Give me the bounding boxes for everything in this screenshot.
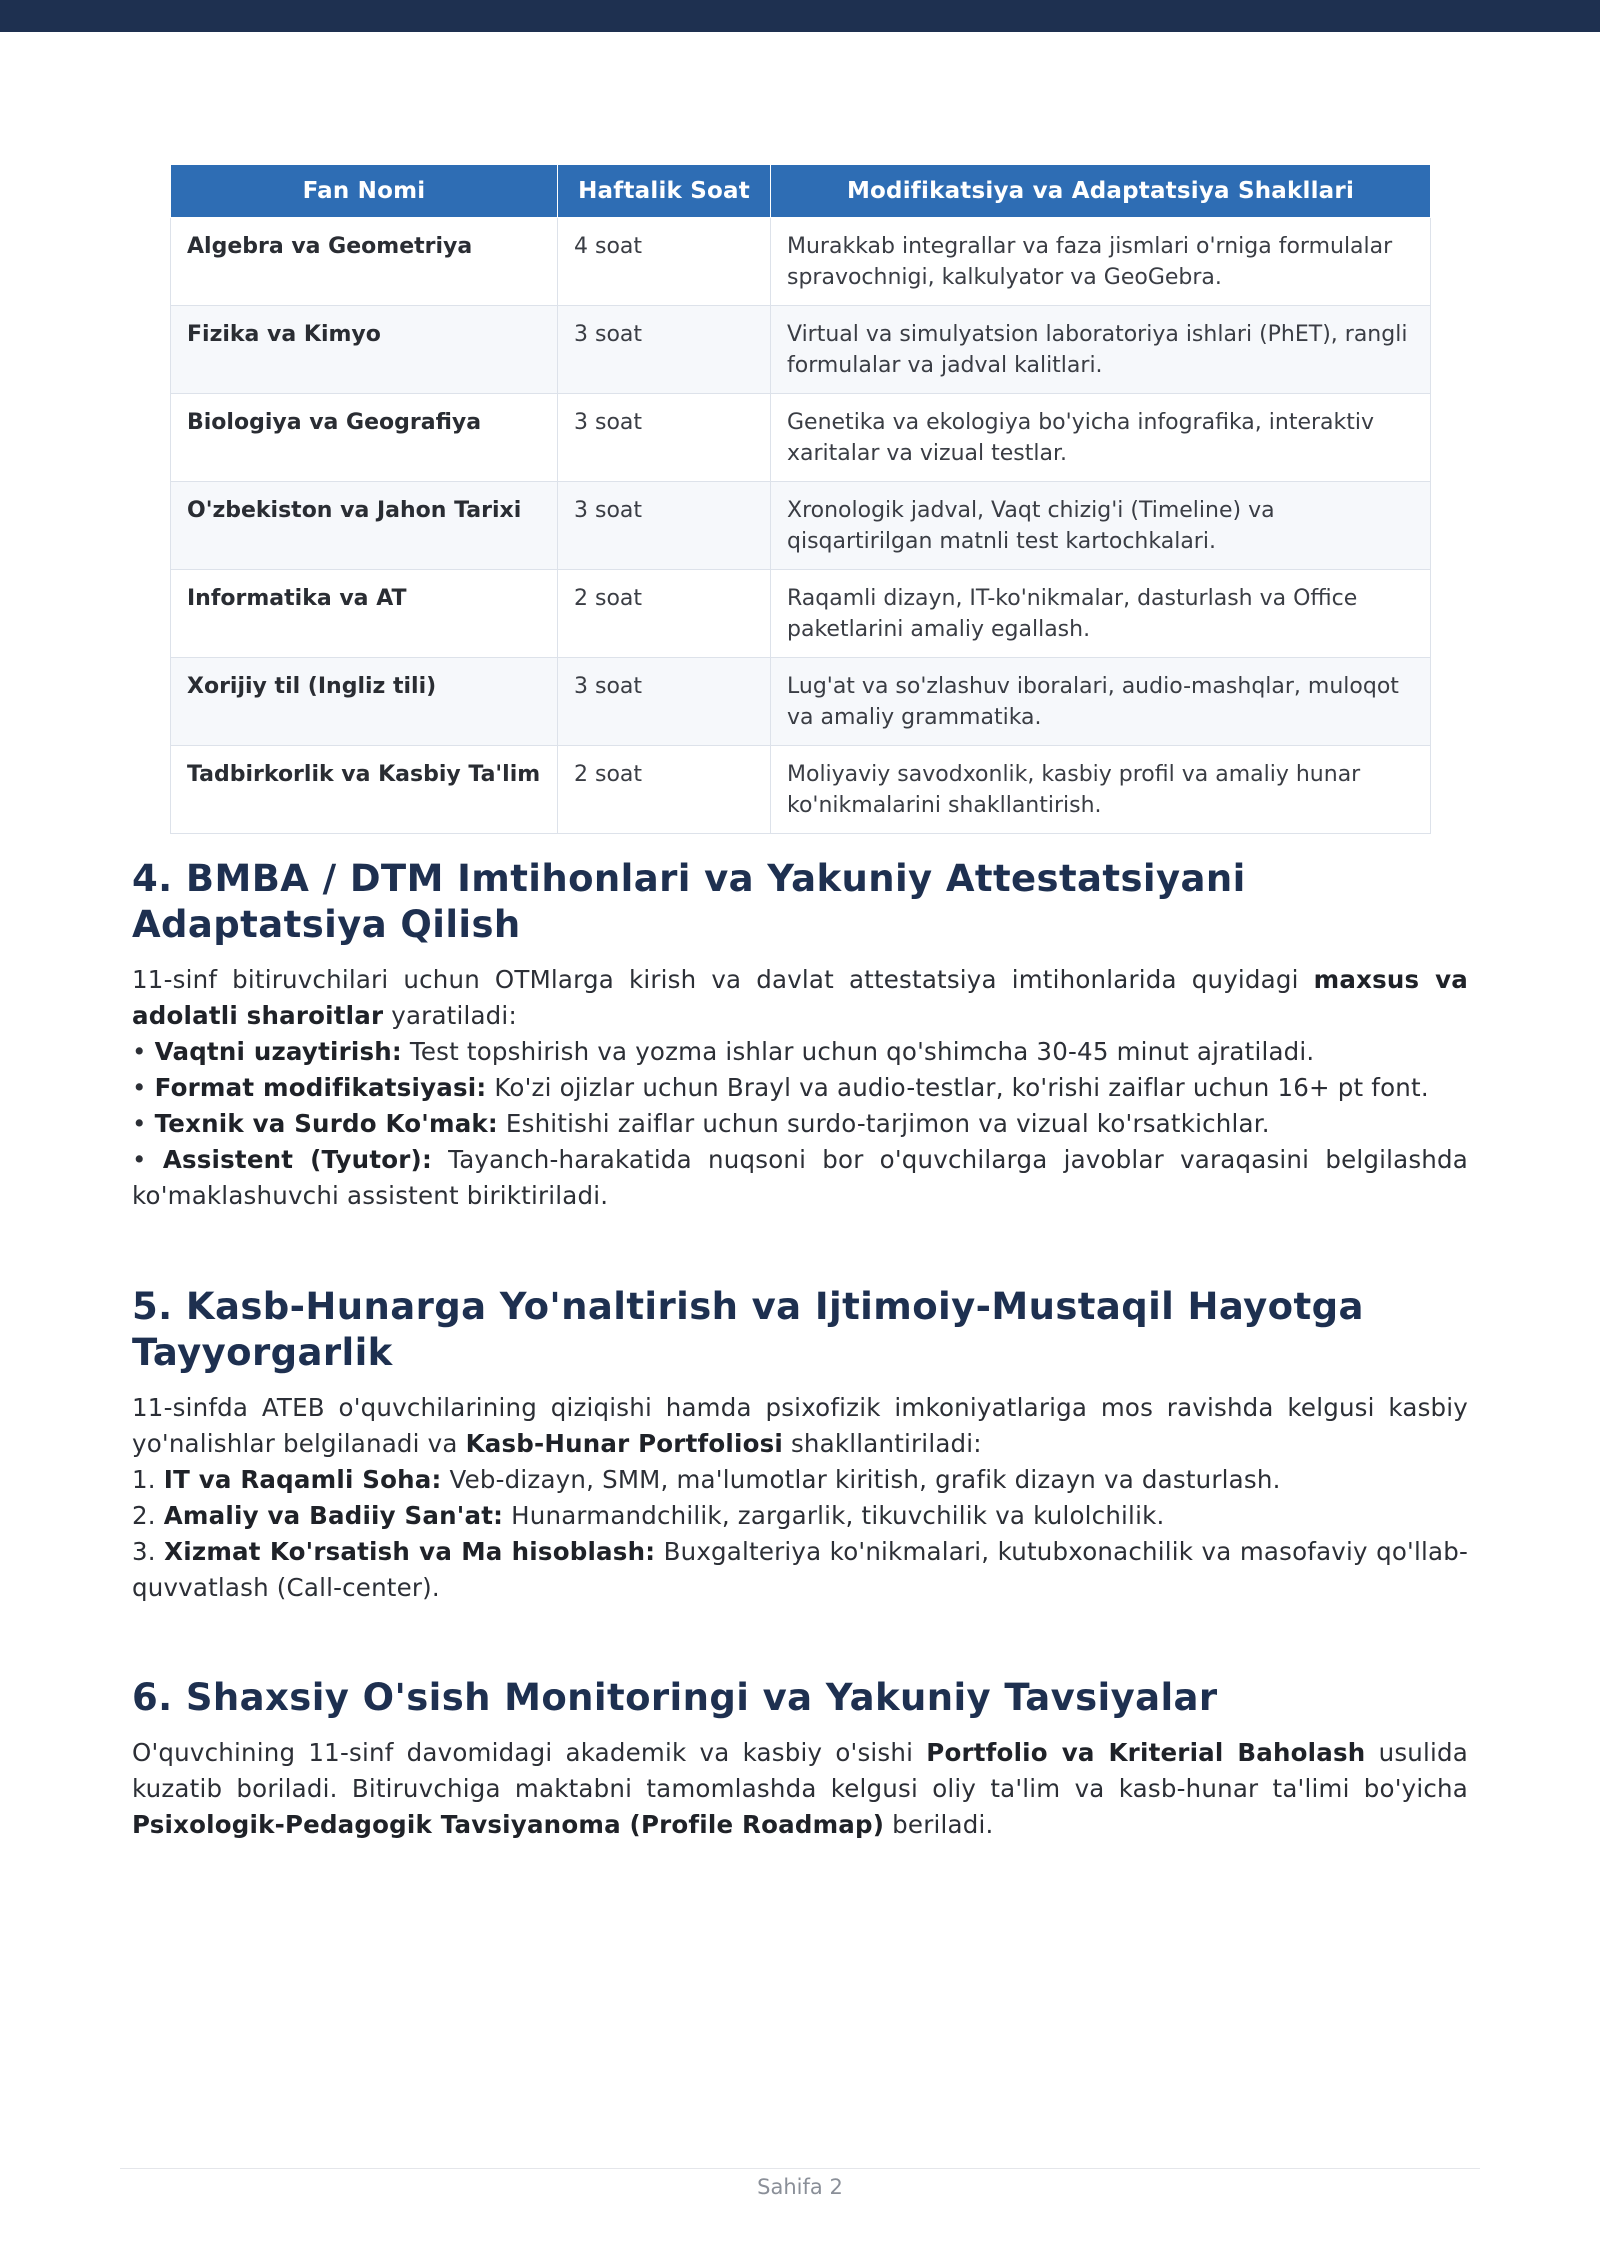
list-item-text: Buxgalteriya ko'nikmalari, kutubxonachilik va masofaviy qo'llab-quvvatlash (Call-center). — [132, 1537, 1468, 1602]
body-emphasis: Psixologik-Pedagogik Tavsiyanoma (Profile Roadmap) — [132, 1810, 885, 1839]
table-row — [171, 658, 1431, 746]
table-row — [171, 218, 1431, 306]
intro-text-end: shakllantiriladi: — [782, 1429, 982, 1458]
subject-cell: O'zbekiston va Jahon Tarixi — [171, 482, 558, 570]
bullet-label: Vaqtni uzaytirish: — [154, 1037, 402, 1066]
table-row — [171, 570, 1431, 658]
section-4-heading: 4. BMBA / DTM Imtihonlari va Yakuniy Attestatsiyani Adaptatsiya Qilish — [132, 857, 1246, 946]
body-text: O'quvchining 11-sinf davomidagi akademik va kasbiy o'sishi — [132, 1738, 927, 1767]
hours-cell: 3 soat — [558, 658, 771, 746]
hours-cell: 4 soat — [558, 218, 771, 306]
body-text-end: beriladi. — [884, 1810, 994, 1839]
section-exam-adaptation — [132, 856, 1468, 1214]
top-header-bar — [0, 0, 1600, 32]
body-text: usulida kuzatib boriladi. Bitiruvchiga maktabni tamomlashda kelgusi oliy ta'lim va kasb-hunar ta'limi bo'yicha — [132, 1738, 1469, 1803]
intro-emphasis: maxsus va adolatli sharoitlar — [132, 965, 1468, 1030]
section-5-intro — [132, 1390, 1468, 1462]
subject-cell: Tadbirkorlik va Kasbiy Ta'lim — [171, 746, 558, 834]
header-subject: Fan Nomi — [171, 165, 558, 218]
modification-cell: Xronologik jadval, Vaqt chizig'i (Timeline) va qisqartirilgan matnli test kartochkalari. — [771, 482, 1431, 570]
hours-cell: 2 soat — [558, 570, 771, 658]
page-number: Sahifa 2 — [757, 2175, 843, 2199]
subject-cell: Biologiya va Geografiya — [171, 394, 558, 482]
section-4-intro — [132, 962, 1468, 1034]
bullet-text: Tayanch-harakatida nuqsoni bor o'quvchilarga javoblar varaqasini belgilashda ko'maklashuvchi assistent biriktiriladi. — [132, 1145, 1468, 1210]
subject-cell: Algebra va Geometriya — [171, 218, 558, 306]
intro-text-end: yaratiladi: — [383, 1001, 517, 1030]
hours-cell: 2 soat — [558, 746, 771, 834]
bullet-assistant: • Assistent (Tyutor): Tayanch-harakatida nuqsoni bor o'quvchilarga javoblar varaqasini belgilashda ko'maklashuvchi assistent biriktiriladi. — [132, 1145, 1468, 1210]
hours-cell: 3 soat — [558, 394, 771, 482]
bullet-label: Format modifikatsiyasi: — [154, 1073, 487, 1102]
subjects-table — [170, 164, 1431, 834]
bullet-format-modification: • Format modifikatsiyasi: Ko'zi ojizlar uchun Brayl va audio-testlar, ko'rishi zaiflar uchun 16+ pt font. — [132, 1073, 1429, 1102]
list-item-it: 1. IT va Raqamli Soha: Veb-dizayn, SMM, ma'lumotlar kiritish, grafik dizayn va dasturlash. — [132, 1465, 1281, 1494]
table-row — [171, 746, 1431, 834]
list-item-label: Xizmat Ko'rsatish va Ma hisoblash: — [164, 1537, 656, 1566]
list-item-label: IT va Raqamli Soha: — [163, 1465, 442, 1494]
bullet-text: Eshitishi zaiflar uchun surdo-tarjimon va vizual ko'rsatkichlar. — [497, 1109, 1270, 1138]
list-item-arts: 2. Amaliy va Badiiy San'at: Hunarmandchilik, zargarlik, tikuvchilik va kulolchilik. — [132, 1501, 1165, 1530]
header-modifications: Modifikatsiya va Adaptatsiya Shakllari — [771, 165, 1431, 218]
section-6-text — [132, 1735, 1468, 1843]
subject-cell: Fizika va Kimyo — [171, 306, 558, 394]
modification-cell: Raqamli dizayn, IT-ko'nikmalar, dasturlash va Office paketlarini amaliy egallash. — [771, 570, 1431, 658]
intro-emphasis: Kasb-Hunar Portfoliosi — [465, 1429, 783, 1458]
section-career-guidance — [132, 1284, 1468, 1606]
header-weekly-hours: Haftalik Soat — [558, 165, 771, 218]
section-growth-monitoring — [132, 1675, 1468, 1843]
list-item-label: Amaliy va Badiiy San'at: — [163, 1501, 504, 1530]
hours-cell: 3 soat — [558, 306, 771, 394]
section-6-heading: 6. Shaxsiy O'sish Monitoringi va Yakuniy Tavsiyalar — [132, 1676, 1218, 1719]
subject-cell: Informatika va AT — [171, 570, 558, 658]
table-row — [171, 306, 1431, 394]
modification-cell: Murakkab integrallar va faza jismlari o'rniga formulalar spravochnigi, kalkulyator va GeoGebra. — [771, 218, 1431, 306]
list-item-text: Hunarmandchilik, zargarlik, tikuvchilik va kulolchilik. — [503, 1501, 1165, 1530]
table-row — [171, 394, 1431, 482]
body-emphasis: Portfolio va Kriterial Baholash — [926, 1738, 1366, 1767]
bullet-label: Assistent (Tyutor): — [162, 1145, 432, 1174]
table-header-row — [171, 165, 1431, 218]
intro-text: 11-sinf bitiruvchilari uchun OTMlarga kirish va davlat attestatsiya imtihonlarida quyidagi — [132, 965, 1314, 994]
section-5-heading: 5. Kasb-Hunarga Yo'naltirish va Ijtimoiy-Mustaqil Hayotga Tayyorgarlik — [132, 1285, 1364, 1374]
list-item-text: Veb-dizayn, SMM, ma'lumotlar kiritish, grafik dizayn va dasturlash. — [441, 1465, 1281, 1494]
bullet-text: Test topshirish va yozma ishlar uchun qo'shimcha 30-45 minut ajratiladi. — [401, 1037, 1315, 1066]
bullet-text: Ko'zi ojizlar uchun Brayl va audio-testlar, ko'rishi zaiflar uchun 16+ pt font. — [486, 1073, 1429, 1102]
modification-cell: Lug'at va so'zlashuv iboralari, audio-mashqlar, muloqot va amaliy grammatika. — [771, 658, 1431, 746]
modification-cell: Virtual va simulyatsion laboratoriya ishlari (PhET), rangli formulalar va jadval kalitlari. — [771, 306, 1431, 394]
modification-cell: Moliyaviy savodxonlik, kasbiy profil va amaliy hunar ko'nikmalarini shakllantirish. — [771, 746, 1431, 834]
subject-cell: Xorijiy til (Ingliz tili) — [171, 658, 558, 746]
modification-cell: Genetika va ekologiya bo'yicha infografika, interaktiv xaritalar va vizual testlar. — [771, 394, 1431, 482]
bullet-extended-time: • Vaqtni uzaytirish: Test topshirish va yozma ishlar uchun qo'shimcha 30-45 minut ajratiladi. — [132, 1037, 1315, 1066]
intro-text: 11-sinfda ATEB o'quvchilarining qiziqishi hamda psixofizik imkoniyatlariga mos ravishda kelgusi kasbiy yo'nalishlar belgilanadi va — [132, 1393, 1468, 1458]
footer-divider — [120, 2168, 1480, 2169]
list-item-services: 3. Xizmat Ko'rsatish va Ma hisoblash: Buxgalteriya ko'nikmalari, kutubxonachilik va masofaviy qo'llab-quvvatlash (Call-center). — [132, 1537, 1468, 1602]
hours-cell: 3 soat — [558, 482, 771, 570]
bullet-technical-support: • Texnik va Surdo Ko'mak: Eshitishi zaiflar uchun surdo-tarjimon va vizual ko'rsatkichlar. — [132, 1109, 1270, 1138]
table-row — [171, 482, 1431, 570]
bullet-label: Texnik va Surdo Ko'mak: — [154, 1109, 498, 1138]
